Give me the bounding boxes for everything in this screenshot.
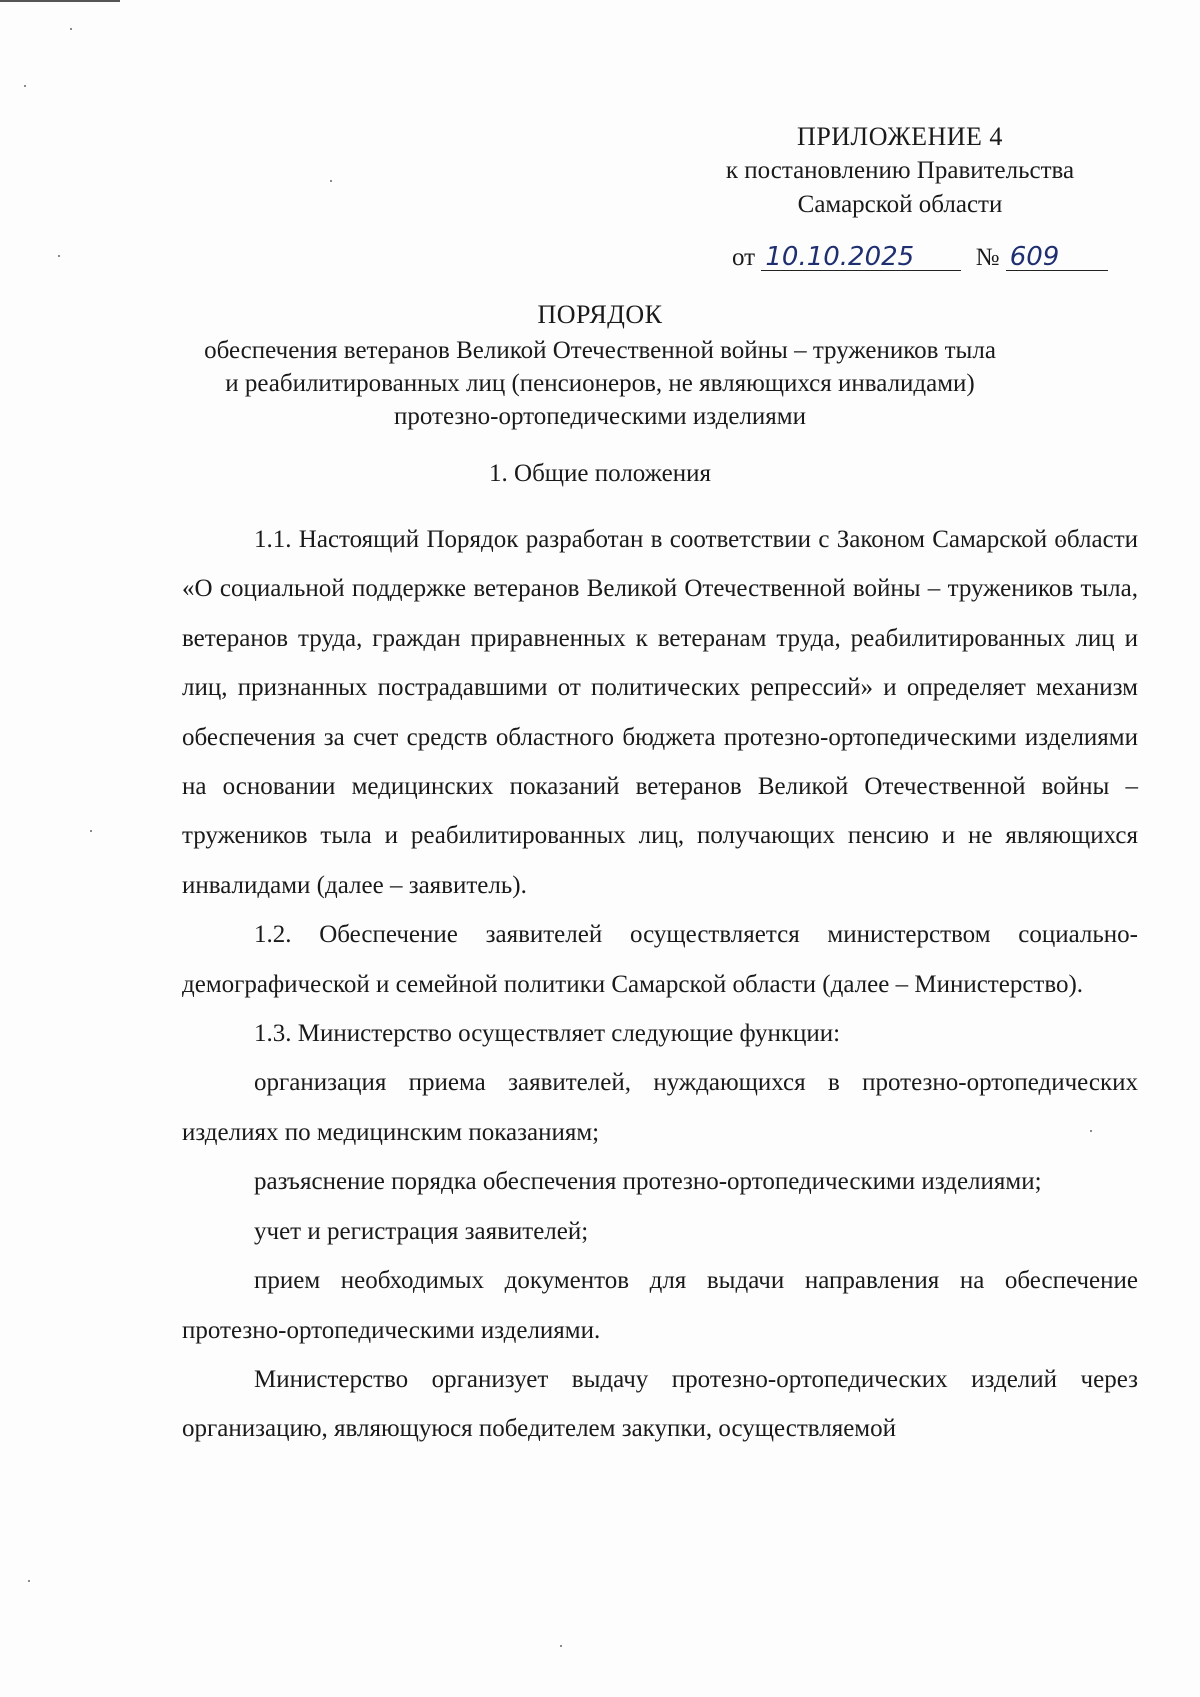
scan-speck bbox=[70, 28, 72, 30]
document-subtitle-line-2: и реабилитированных лиц (пенсионеров, не являющихся инвалидами) bbox=[225, 370, 975, 397]
decree-number-label: № bbox=[975, 244, 1000, 271]
function-item-registration: учет и регистрация заявителей; bbox=[254, 1217, 589, 1245]
paragraph-1-3: 1.3. Министерство осуществляет следующие функции: bbox=[254, 1020, 841, 1048]
section-heading: 1. Общие положения bbox=[489, 460, 711, 487]
paragraph-1-1: 1.1. Настоящий Порядок разработан в соответствии с Законом Самарской области «О социальной поддержке ветеранов Великой Отечественной войны – тружеников тыла, ветеранов труда, граждан приравненных к ветеранам труда, реабилитированных лиц и лиц, признанных пострадавшими от политических репрессий» и определяет механизм обеспечения за счет средств областного бюджета протезно-ортопедическими изделиями на основании медицинских показаний ветеранов Великой Отечественной войны – тружеников тыла и реабилитированных лиц, получающих пенсию и не являющихся инвалидами (далее – заявитель). bbox=[182, 526, 1138, 899]
document-subtitle-line-3: протезно-ортопедическими изделиями bbox=[394, 403, 806, 430]
function-item-documents: прием необходимых документов для выдачи направления на обеспечение протезно-ортопедическими изделиями. bbox=[182, 1267, 1138, 1344]
function-item-explanation: разъяснение порядка обеспечения протезно-ортопедическими изделиями; bbox=[254, 1168, 1042, 1196]
decree-date-handwritten: 10.10.2025 bbox=[761, 244, 961, 271]
document-title: ПОРЯДОК bbox=[537, 300, 663, 329]
appendix-block bbox=[680, 120, 1120, 222]
scan-speck bbox=[58, 255, 60, 257]
decree-from-label: от bbox=[732, 244, 756, 271]
scan-speck bbox=[24, 85, 26, 87]
appendix-line-1: к постановлению Правительства bbox=[725, 157, 1075, 184]
document-body bbox=[182, 515, 1138, 1454]
decree-date-number bbox=[732, 244, 1108, 272]
paragraph-ministry-organizes: Министерство организует выдачу протезно-ортопедических изделий через организацию, являющуюся победителем закупки, осуществляемой bbox=[182, 1365, 1138, 1443]
appendix-title: ПРИЛОЖЕНИЕ 4 bbox=[797, 122, 1003, 151]
scan-speck bbox=[560, 1645, 562, 1647]
paragraph-1-2: 1.2. Обеспечение заявителей осуществляется министерством социально-демографической и семейной политики Самарской области (далее – Министерство). bbox=[182, 921, 1138, 998]
function-item-reception: организация приема заявителей, нуждающихся в протезно-ортопедических изделиях по медицинским показаниям; bbox=[182, 1069, 1138, 1146]
document-subtitle-line-1: обеспечения ветеранов Великой Отечественной войны – тружеников тыла bbox=[204, 337, 996, 364]
decree-number-handwritten: 609 bbox=[1006, 244, 1108, 271]
scan-speck bbox=[28, 1580, 30, 1582]
scan-edge-mark bbox=[0, 0, 120, 2]
scan-speck bbox=[330, 180, 332, 182]
appendix-line-2: Самарской области bbox=[797, 191, 1003, 218]
scan-speck bbox=[90, 830, 92, 832]
